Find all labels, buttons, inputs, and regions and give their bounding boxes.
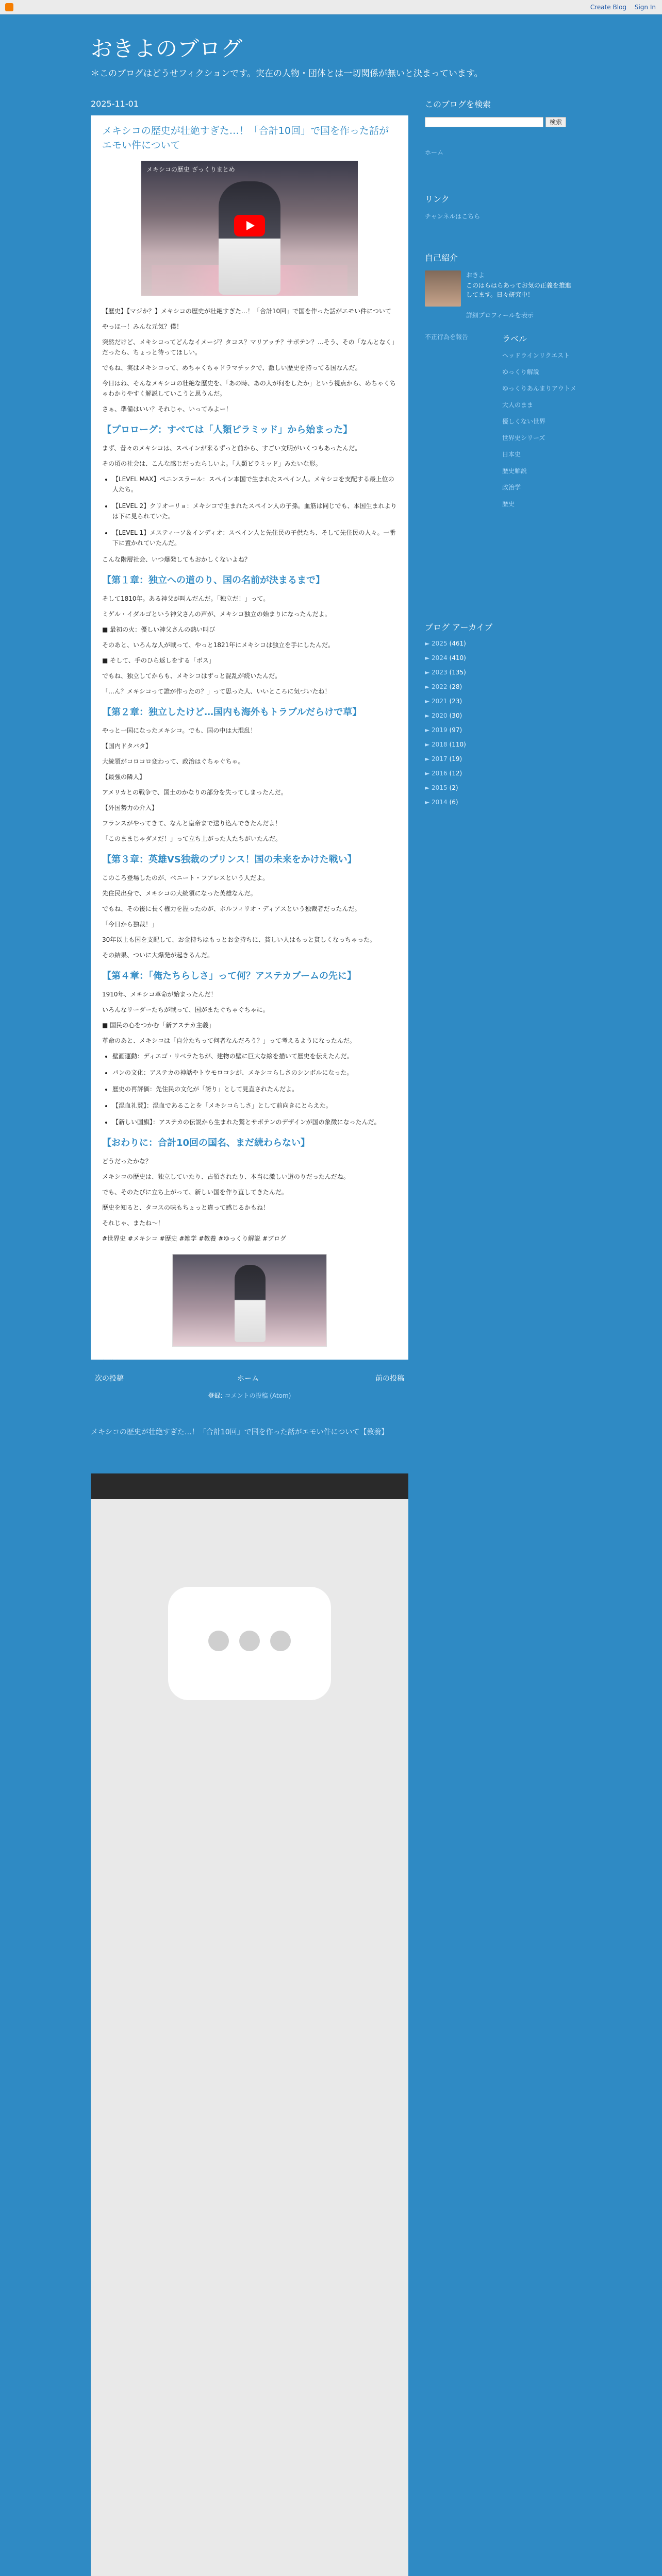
archive-count: (23) bbox=[449, 698, 462, 705]
archive-year-link[interactable]: ► 2018 bbox=[425, 741, 448, 748]
blog-title[interactable]: おきよのブログ bbox=[91, 36, 243, 61]
label-link[interactable]: 大人のまま bbox=[502, 401, 534, 409]
related-post-link[interactable]: メキシコの歴史が壮絶すぎた…！「合計10回」で国を作った話がエモい件について【教養】 bbox=[91, 1428, 389, 1436]
archive-row bbox=[425, 683, 580, 690]
blogger-icon[interactable] bbox=[5, 3, 13, 11]
label-link[interactable]: ゆっくりあんまりアウトメ bbox=[502, 385, 576, 392]
profile-heading: 自己紹介 bbox=[425, 253, 458, 263]
dot-icon bbox=[239, 1631, 260, 1651]
bullet-list bbox=[112, 474, 397, 548]
list-item: • 歴史の再評価：先住民の文化が「誇り」として見直されたんだよ。 bbox=[112, 1084, 397, 1094]
list-item: • 【LEVEL 1】メスティーソ＆インディオ：スペイン人と先住民の子供たち、そして先住民の人々。一番下に置かれていたんだ。 bbox=[112, 528, 397, 548]
post-paragraph: ■ そして、手のひら返しをする「ボス」 bbox=[102, 657, 215, 664]
labels-widget bbox=[502, 332, 580, 516]
labels-heading: ラベル bbox=[502, 334, 527, 344]
post-paragraph: 「今日から独裁！」 bbox=[102, 921, 158, 928]
profile-bio: このはらはらあってお気の正義を推進してます。日々研究中！ bbox=[466, 282, 571, 298]
report-abuse-link[interactable]: 不正行為を報告 bbox=[425, 333, 469, 341]
post-paragraph: 30年以上も国を支配して、お金持ちはもっとお金持ちに、貧しい人はもっと貧しくなっちゃった。 bbox=[102, 936, 376, 943]
label-link[interactable]: ヘッドラインリクエスト bbox=[502, 352, 570, 359]
search-widget bbox=[425, 117, 580, 127]
profile-widget bbox=[425, 270, 580, 327]
archive-count: (135) bbox=[449, 669, 466, 676]
archive-count: (2) bbox=[449, 784, 458, 791]
archive-widget bbox=[425, 621, 580, 806]
post-paragraph: 「…ん？メキシコって誰が作ったの？」って思った人、いいところに気づいたね！ bbox=[102, 688, 331, 695]
archive-year-link[interactable]: ► 2014 bbox=[425, 799, 448, 806]
archive-row bbox=[425, 698, 580, 705]
blog-description: ＊このブログはどうせフィクションです。実在の人物・団体とは一切関係が無いと決まっています。 bbox=[91, 69, 483, 79]
create-blog-link[interactable]: Create Blog bbox=[590, 4, 627, 11]
embedded-video[interactable] bbox=[141, 161, 358, 296]
blog-header bbox=[0, 14, 662, 92]
post-paragraph: ミゲル・イダルゴという神父さんの声が、メキシコ独立の始まりになったんだよ。 bbox=[102, 611, 331, 618]
sign-in-link[interactable]: Sign In bbox=[634, 4, 656, 11]
post bbox=[91, 115, 408, 1360]
post-paragraph: メキシコの歴史は、独立していたり、占領されたり、本当に激しい道のりだったんだね。 bbox=[102, 1173, 350, 1180]
post-sections bbox=[102, 423, 397, 1244]
section-heading: 【第３章：英雄VS独裁のプリンス！国の未来をかけた戦い】 bbox=[102, 854, 357, 865]
search-input[interactable] bbox=[425, 117, 543, 127]
archive-row bbox=[425, 741, 580, 748]
post-paragraph: #世界史 #メキシコ #歴史 #雑学 #教養 #ゆっくり解説 #ブログ bbox=[102, 1235, 287, 1242]
archive-year-link[interactable]: ► 2017 bbox=[425, 755, 448, 762]
post-paragraph: 【歴史】【マジか？】メキシコの歴史が壮絶すぎた…！「合計10回」で国を作った話がエモい件について bbox=[102, 308, 391, 315]
post-paragraph: 【最強の隣人】 bbox=[102, 773, 146, 781]
label-link[interactable]: 政治学 bbox=[502, 484, 521, 491]
full-profile-link[interactable]: 詳細プロフィールを表示 bbox=[466, 312, 534, 319]
archive-count: (110) bbox=[449, 741, 466, 748]
section-heading: 【プロローグ：すべては「人類ピラミッド」から始まった】 bbox=[102, 425, 353, 435]
archive-row bbox=[425, 712, 580, 719]
post-paragraph: 【外国勢力の介入】 bbox=[102, 804, 158, 811]
archive-count: (30) bbox=[449, 712, 462, 719]
archive-year-link[interactable]: ► 2015 bbox=[425, 784, 448, 791]
video-thumbnail-figure bbox=[219, 181, 280, 295]
label-link[interactable]: 日本史 bbox=[502, 451, 521, 458]
archive-year-link[interactable]: ► 2019 bbox=[425, 726, 448, 734]
archive-count: (97) bbox=[449, 726, 462, 734]
bullet-list bbox=[112, 1051, 397, 1094]
post-title[interactable]: メキシコの歴史が壮絶すぎた…！「合計10回」で国を作った話がエモい件について bbox=[102, 125, 389, 151]
archive-row bbox=[425, 726, 580, 734]
post-paragraph: こんな階層社会、いつ爆発してもおかしくないよね？ bbox=[102, 556, 251, 563]
archive-row bbox=[425, 640, 580, 647]
post-paragraph: そして1810年。ある神父が叫んだんだ。「独立だ！」って。 bbox=[102, 595, 270, 602]
post-paragraph: でもね、実はメキシコって、めちゃくちゃドラマチックで、激しい歴史を持ってる国なんだ。 bbox=[102, 364, 361, 371]
post-paragraph: その結果、ついに大爆発が起きるんだ。 bbox=[102, 952, 214, 959]
post-paragraph: でも、そのたびに立ち上がって、新しい国を作り直してきたんだ。 bbox=[102, 1189, 288, 1196]
loading-placeholder bbox=[168, 1587, 331, 1700]
archive-heading: ブログ アーカイブ bbox=[425, 622, 493, 632]
post-paragraph: それじゃ、またね～！ bbox=[102, 1219, 164, 1227]
navbar-links bbox=[584, 4, 656, 11]
home-link[interactable]: ホーム bbox=[237, 1375, 259, 1383]
bullet-list bbox=[112, 1100, 397, 1127]
sidebar-home-link[interactable]: ホーム bbox=[425, 149, 444, 156]
post-timestamp[interactable] bbox=[143, 1359, 187, 1360]
archive-row bbox=[425, 799, 580, 806]
post-paragraph: ■ 国民の心をつかむ「新アステカ主義」 bbox=[102, 1022, 215, 1029]
atom-feed-link[interactable]: コメントの投稿 (Atom) bbox=[224, 1392, 291, 1399]
post-paragraph: 今日はね、そんなメキシコの壮絶な歴史を、「あの時、あの人が何をしたか」という視点から、めちゃくちゃわかりやすく解説していこうと思うんだ。 bbox=[102, 380, 396, 397]
archive-year-link[interactable]: ► 2025 bbox=[425, 640, 448, 647]
post-paragraph: まず、昔々のメキシコは、スペインが来るずっと前から、すごい文明がいくつもあったんだ。 bbox=[102, 445, 361, 452]
older-post-link[interactable]: 前の投稿 bbox=[375, 1375, 404, 1383]
archive-count: (19) bbox=[449, 755, 462, 762]
label-link[interactable]: 優しくない世界 bbox=[502, 418, 546, 425]
avatar[interactable] bbox=[425, 270, 461, 307]
author-link[interactable] bbox=[123, 1359, 141, 1360]
section-heading: 【第２章：独立したけど…国内も海外もトラブルだらけで草】 bbox=[102, 707, 362, 718]
post-paragraph: でもね、その後に長く権力を握ったのが、ポルフィリオ・ディアスという独裁者だったんだ。 bbox=[102, 905, 361, 912]
archive-year-link[interactable]: ► 2016 bbox=[425, 770, 448, 777]
video-title: メキシコの歴史 ざっくりまとめ bbox=[146, 166, 235, 173]
post-paragraph: さぁ、準備はいい？それじゃ、いってみよー！ bbox=[102, 405, 233, 413]
dot-icon bbox=[208, 1631, 229, 1651]
label-link[interactable]: 歴史 bbox=[502, 500, 515, 507]
post-paragraph: このころ登場したのが、ベニート・フアレスという人だよ。 bbox=[102, 874, 269, 882]
post-intro bbox=[102, 306, 397, 414]
search-heading: このブログを検索 bbox=[425, 99, 491, 109]
subscribe-links bbox=[91, 1391, 408, 1400]
section-heading: 【第４章：「俺たちらしさ」って何？アステカブームの先に】 bbox=[102, 971, 357, 981]
post-paragraph: 革命のあと、メキシコは「自分たちって何者なんだろう？」って考えるようになったんだ。 bbox=[102, 1037, 356, 1044]
list-item: • 【新しい国旗】：アステカの伝説から生まれた鷲とサボテンのデザインが国の象徴になったんだ。 bbox=[112, 1117, 397, 1127]
post-paragraph: でもね、独立してからも、メキシコはずっと混乱が続いたんだ。 bbox=[102, 672, 282, 680]
play-icon[interactable] bbox=[234, 215, 265, 236]
post-paragraph: いろんなリーダーたちが戦って、国がまたぐちゃぐちゃに。 bbox=[102, 1006, 269, 1013]
archive-row bbox=[425, 755, 580, 762]
archive-year-link[interactable]: ► 2020 bbox=[425, 712, 448, 719]
section-heading: 【第１章：独立への道のり、国の名前が決まるまで】 bbox=[102, 575, 325, 586]
post-paragraph: 突然だけど、メキシコってどんなイメージ？タコス？マリアッチ？サボテン？…そう、その「なんとなく」だったら、ちょっと待ってほしい。 bbox=[102, 338, 395, 356]
list-item: • パンの文化：アステカの神話やトウモロコシが、メキシコらしさのシンボルになった。 bbox=[112, 1067, 397, 1078]
post-footer bbox=[102, 1357, 397, 1360]
share-buttons bbox=[194, 1357, 245, 1360]
post-paragraph: その頃の社会は、こんな感じだったらしいよ。「人類ピラミッド」みたいな形。 bbox=[102, 460, 322, 467]
post-paragraph: 【国内ドタバタ】 bbox=[102, 742, 152, 750]
post-end-image bbox=[172, 1254, 327, 1347]
archive-year-link[interactable]: ► 2022 bbox=[425, 683, 448, 690]
archive-year-link[interactable]: ► 2021 bbox=[425, 698, 448, 705]
search-button[interactable]: 検索 bbox=[545, 117, 566, 127]
archive-count: (28) bbox=[449, 683, 462, 690]
dot-icon bbox=[270, 1631, 291, 1651]
list-item: • 壁画運動：ディエゴ・リベラたちが、建物の壁に巨大な絵を描いて歴史を伝えたんだ。 bbox=[112, 1051, 397, 1061]
post-paragraph: やっほー！みんな元気？僕！ bbox=[102, 323, 183, 330]
post-paragraph: どうだったかな？ bbox=[102, 1158, 152, 1165]
blogger-navbar bbox=[0, 0, 662, 14]
label-link[interactable]: 世界史シリーズ bbox=[502, 434, 545, 442]
posted-by-label bbox=[102, 1359, 121, 1360]
archive-row bbox=[425, 770, 580, 777]
post-paragraph: フランスがやってきて、なんと皇帝まで送り込んできたんだよ！ bbox=[102, 820, 282, 827]
archive-row bbox=[425, 654, 580, 662]
list-item: • 【LEVEL MAX】ペニンスラール：スペイン本国で生まれたスペイン人。メキシコを支配する最上位の人たち。 bbox=[112, 474, 397, 495]
archive-count: (6) bbox=[449, 799, 458, 806]
archive-count: (461) bbox=[449, 640, 466, 647]
post-paragraph: 「このままじゃダメだ！」って立ち上がった人たちがいたんだ。 bbox=[102, 835, 282, 842]
label-link[interactable]: ゆっくり解説 bbox=[502, 368, 539, 376]
section-heading: 【おわりに：合計10回の国名、まだ続わらない】 bbox=[102, 1138, 310, 1148]
archive-year-link[interactable]: ► 2023 bbox=[425, 669, 448, 676]
post-paragraph: 先住民出身で、メキシコの大統領になった英雄なんだ。 bbox=[102, 890, 257, 897]
sidebar bbox=[425, 98, 580, 813]
date-header: 2025-11-01 bbox=[91, 99, 139, 109]
archive-row bbox=[425, 784, 580, 791]
post-paragraph: 大統領がコロコロ変わって、政治はぐちゃぐちゃ。 bbox=[102, 758, 244, 765]
archive-row bbox=[425, 669, 580, 676]
post-paragraph: 歴史を知ると、タコスの味もちょっと違って感じるかもね！ bbox=[102, 1204, 270, 1211]
list-item: • 【混血礼賛】：混血であることを「メキシコらしさ」として前向きにとらえた。 bbox=[112, 1100, 397, 1111]
profile-name[interactable]: おきよ bbox=[466, 272, 485, 279]
label-link[interactable]: 歴史解説 bbox=[502, 467, 527, 474]
post-paragraph: ■ 最初の火：優しい神父さんの熱い叫び bbox=[102, 626, 216, 633]
post-paragraph: 1910年、メキシコ革命が始まったんだ！ bbox=[102, 991, 217, 998]
subscribe-label: 登録: bbox=[208, 1392, 223, 1399]
channel-link[interactable]: チャンネルはこちら bbox=[425, 213, 481, 220]
post-paragraph: やっと一国になったメキシコ。でも、国の中は大混乱！ bbox=[102, 727, 257, 734]
archive-count: (410) bbox=[449, 654, 466, 662]
newer-post-link[interactable]: 次の投稿 bbox=[95, 1375, 124, 1383]
links-heading: リンク bbox=[425, 194, 450, 204]
sidebar-two-column bbox=[425, 332, 580, 621]
main-column bbox=[91, 98, 408, 1360]
archive-year-link[interactable]: ► 2024 bbox=[425, 654, 448, 662]
archive-count: (12) bbox=[449, 770, 462, 777]
post-paragraph: そのあと、いろんな人が戦って、やっと1821年にメキシコは独立を手にしたんだ。 bbox=[102, 641, 335, 649]
list-item: • 【LEVEL 2】クリオーリョ：メキシコで生まれたスペイン人の子孫。血筋は同じでも、本国生まれよりは下に見られていた。 bbox=[112, 501, 397, 521]
post-paragraph: アメリカとの戦争で、国土のかなりの部分を失ってしまったんだ。 bbox=[102, 789, 287, 796]
related-post-card[interactable] bbox=[91, 1473, 408, 2576]
